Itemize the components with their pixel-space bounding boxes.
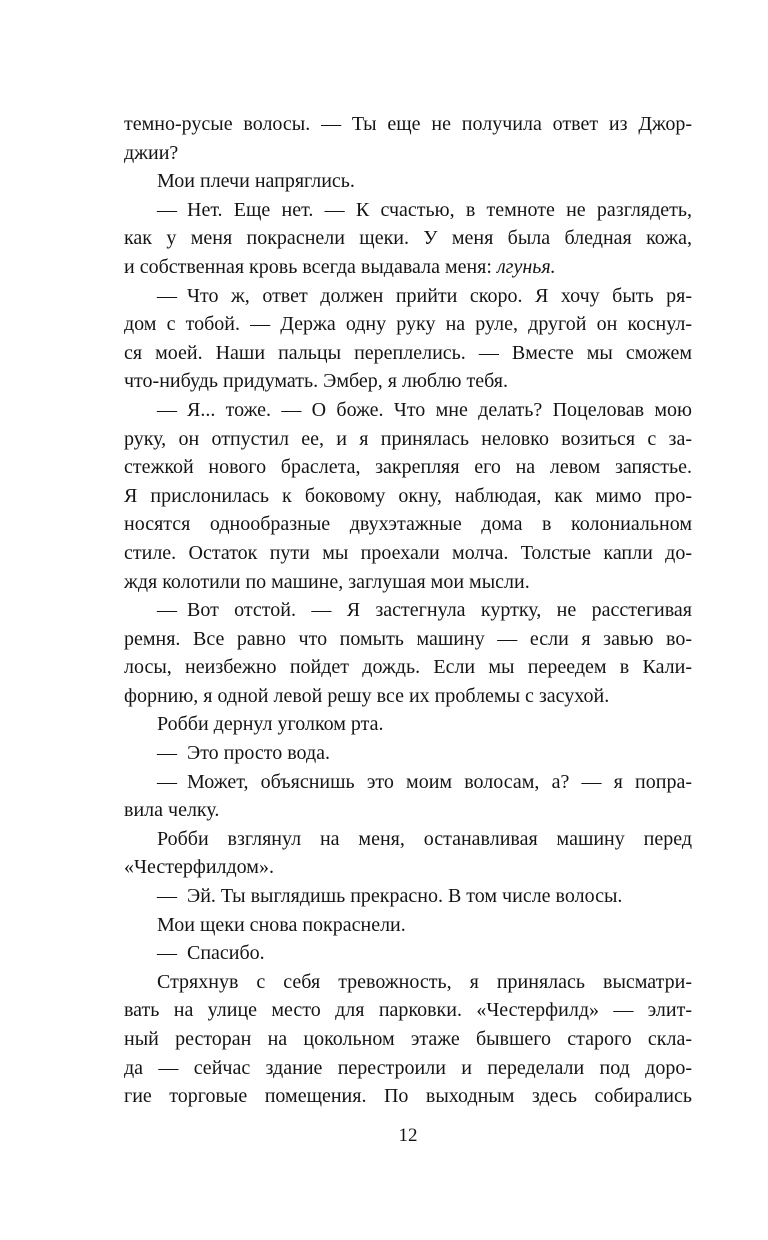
text-line: джии? bbox=[124, 141, 179, 164]
text-line: форнию, я одной левой решу все их проблемы с засухой. bbox=[124, 684, 610, 707]
text-line: ремня. Все равно что помыть машину — если я завью во- bbox=[124, 627, 692, 650]
text-line: — Спасибо. bbox=[157, 942, 265, 965]
text-line: гие торговые помещения. По выходным здесь собирались bbox=[124, 1085, 692, 1108]
text-line: — Эй. Ты выглядишь прекрасно. В том числе волосы. bbox=[157, 885, 623, 908]
text-line: — Нет. Еще нет. — К счастью, в темноте не разглядеть, bbox=[157, 198, 692, 221]
text-line: Я прислонилась к боковому окну, наблюдая, как мимо про- bbox=[124, 484, 692, 507]
text-line: темно-русые волосы. — Ты еще не получила ответ из Джор- bbox=[124, 113, 692, 135]
text-line: ждя колотили по машине, заглушая мои мысли. bbox=[124, 570, 530, 593]
text-line: стежкой нового браслета, закрепляя его на левом запястье. bbox=[124, 456, 692, 479]
text-line: как у меня покраснели щеки. У меня была бледная кожа, bbox=[124, 227, 692, 250]
text-line: руку, он отпустил ее, и я принялась неловко возиться с за- bbox=[124, 427, 692, 450]
text-line: носятся однообразные двухэтажные дома в колониальном bbox=[124, 513, 692, 536]
text-line: ся моей. Наши пальцы переплелись. — Вместе мы сможем bbox=[124, 341, 692, 364]
text-line: — Я... тоже. — О боже. Что мне делать? Поцеловав мою bbox=[157, 398, 692, 421]
italic-text: лгунья. bbox=[496, 255, 556, 278]
text-block bbox=[124, 110, 692, 1111]
text-line: лосы, неизбежно пойдет дождь. Если мы переедем в Кали- bbox=[124, 656, 692, 679]
text-line: вать на улице место для парковки. «Честерфилд» — элит- bbox=[124, 999, 692, 1022]
text-line: — Это просто вода. bbox=[157, 742, 331, 765]
text-line: ный ресторан на цокольном этаже бывшего старого скла- bbox=[124, 1028, 692, 1050]
page-number: 12 bbox=[398, 1125, 418, 1146]
text-line: Робби дернул уголком рта. bbox=[157, 713, 384, 736]
text-line: — Вот отстой. — Я застегнула куртку, не расстегивая bbox=[157, 599, 692, 622]
text-line bbox=[124, 253, 692, 282]
text-line: — Может, объяснишь это моим волосам, а? — я попра- bbox=[157, 770, 692, 793]
text-line: Стряхнув с себя тревожность, я принялась высматри- bbox=[157, 970, 692, 993]
text-line: «Честерфилдом». bbox=[124, 856, 274, 879]
text-run: и собственная кровь всегда выдавала меня: bbox=[124, 255, 497, 278]
text-line: — Что ж, ответ должен прийти скоро. Я хочу быть ря- bbox=[157, 284, 692, 307]
text-line: Мои щеки снова покраснели. bbox=[157, 913, 406, 936]
text-line: стиле. Остаток пути мы проехали молча. Толстые капли до- bbox=[124, 541, 692, 564]
text-line: вила челку. bbox=[124, 799, 220, 822]
text-line: да — сейчас здание перестроили и переделали под доро- bbox=[124, 1056, 692, 1079]
text-line: дом с тобой. — Держа одну руку на руле, другой он коснул- bbox=[124, 313, 692, 336]
text-line: Мои плечи напряглись. bbox=[157, 170, 355, 193]
text-line: что-нибудь придумать. Эмбер, я люблю тебя. bbox=[124, 370, 508, 393]
text-line: Робби взглянул на меня, останавливая машину перед bbox=[157, 827, 692, 850]
